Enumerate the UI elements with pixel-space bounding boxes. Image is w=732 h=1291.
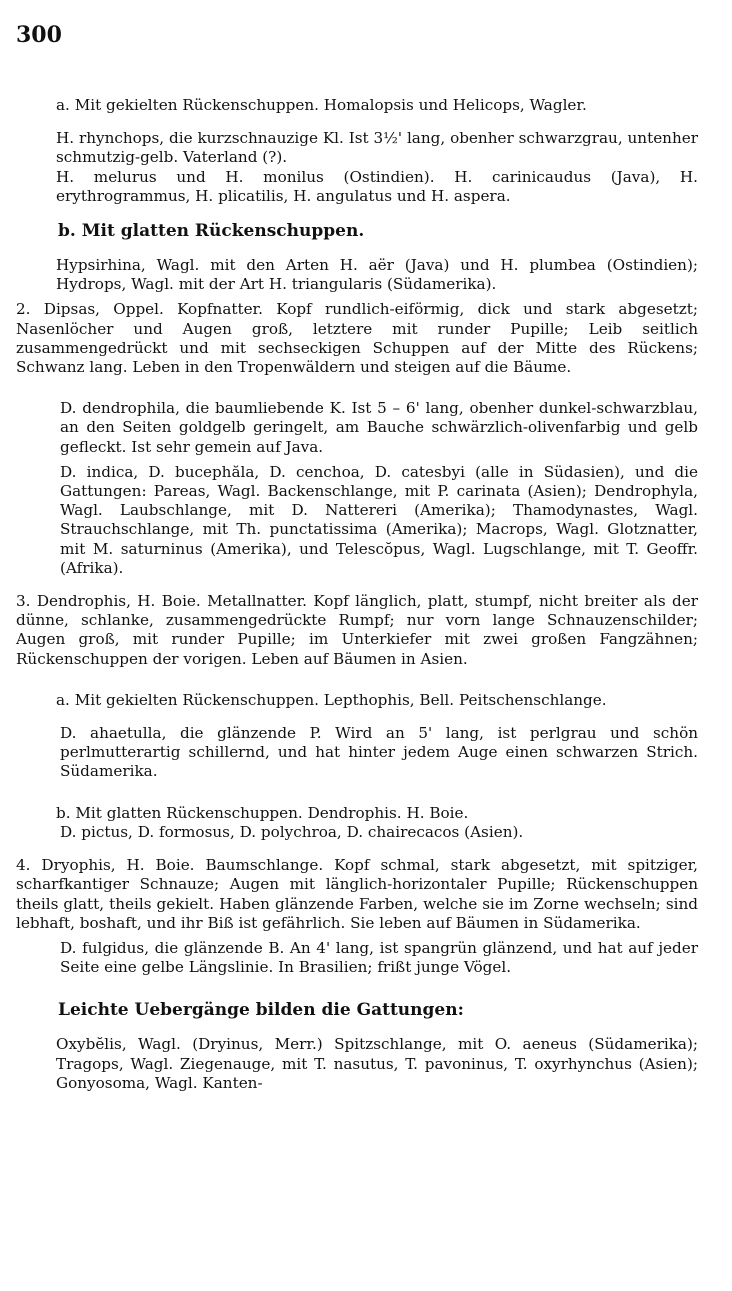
species-entry: H. melurus und H. monilus (Ostindien). H. carinicaudus (Java), H. erythrogrammus, H. plicatilis, H. angulatus und H. aspera. — [56, 167, 698, 205]
species-entry: D. pictus, D. formosus, D. polychroa, D. chairecacos (Asien). — [60, 822, 524, 841]
subsection-b-smooth: b. Mit glatten Rückenschuppen. Dendrophis. H. Boie. — [56, 803, 469, 822]
genus-entry-dendrophis: 3. Dendrophis, H. Boie. Metallnatter. Kopf länglich, platt, stumpf, nicht breiter als der dünne, schlanke, zusammengedrückte Rumpf; nur vorn lange Schnauzenschilder; Augen groß, mit runder Pupille; im Unterkiefer mit zwei großen Fangzähnen; Rückenschuppen der vorigen. Leben auf Bäumen in Asien. — [16, 592, 698, 668]
subsection-a-keeled: a. Mit gekielten Rückenschuppen. Lepthophis, Bell. Peitschenschlange. — [56, 690, 607, 709]
genus-list-entry: Oxybĕlis, Wagl. (Dryinus, Merr.) Spitzschlange, mit O. aeneus (Südamerika); Tragops, Wagl. Ziegenauge, mit T. nasutus, T. pavoninus, T. oxyrhynchus (Asien); Gonyosoma, Wagl. Kanten- — [56, 1035, 698, 1092]
species-entry: D. dendrophila, die baumliebende K. Ist 5 – 6' lang, obenher dunkel-schwarzblau, an den Seiten goldgelb geringelt, am Bauche schwärzlich-olivenfarbig und gelb gefleckt. Ist sehr gemein auf Java. — [60, 399, 698, 456]
subsection-b-smooth: b. Mit glatten Rückenschuppen. — [58, 221, 365, 242]
subsection-a-keeled: a. Mit gekielten Rückenschuppen. Homalopsis und Helicops, Wagler. — [56, 96, 587, 114]
species-entry: D. indica, D. bucephăla, D. cenchoa, D. catesbyi (alle in Südasien), und die Gattungen: Pareas, Wagl. Backenschlange, mit P. carinata (Asien); Dendrophyla, Wagl. Laubschlange, mit D. Nattereri (Amerika); Thamodynastes, Wagl. Strauchschlange, mit Th. punctatissima (Amerika); Macrops, Wagl. Glotznatter, mit M. saturninus (Amerika), und Telescŏpus, Wagl. Lugschlange, mit T. Geoffr. (Afrika). — [60, 462, 698, 577]
species-entry: D. fulgidus, die glänzende B. An 4' lang, ist spangrün glänzend, und hat auf jeder Seite eine gelbe Längslinie. In Brasilien; frißt junge Vögel. — [60, 938, 698, 977]
genus-entry-dryophis: 4. Dryophis, H. Boie. Baumschlange. Kopf schmal, stark abgesetzt, mit spitziger, scharfkantiger Schnauze; Augen mit länglich-horizontaler Pupille; Rückenschuppen theils glatt, theils gekielt. Haben glänzende Farben, welche sie im Zorne wechseln; sind lebhaft, boshaft, und ihr Biß ist gefährlich. Sie leben auf Bäumen in Südamerika. — [16, 856, 698, 932]
genus-entry-dipsas: 2. Dipsas, Oppel. Kopfnatter. Kopf rundlich-eiförmig, dick und stark abgesetzt; Nasenlöcher und Augen groß, letztere mit runder Pupille; Leib seitlich zusammengedrückt und mit sechseckigen Schuppen auf der Mitte des Rückens; Schwanz lang. Leben in den Tropenwäldern und steigen auf die Bäume. — [16, 300, 698, 377]
transition-heading: Leichte Uebergänge bilden die Gattungen: — [58, 1000, 464, 1021]
page-number: 300 — [16, 22, 62, 48]
species-entry: D. ahaetulla, die glänzende P. Wird an 5' lang, ist perlgrau und schön perlmutterartig schillernd, und hat hinter jedem Auge einen schwarzen Strich. Südamerika. — [60, 724, 698, 781]
species-entry: Hypsirhina, Wagl. mit den Arten H. aër (Java) und H. plumbea (Ostindien); Hydrops, Wagl. mit der Art H. triangularis (Südamerika). — [56, 256, 698, 294]
species-entry: H. rhynchops, die kurzschnauzige Kl. Ist 3½' lang, obenher schwarzgrau, untenher schmutzig-gelb. Vaterland (?). — [56, 129, 698, 167]
